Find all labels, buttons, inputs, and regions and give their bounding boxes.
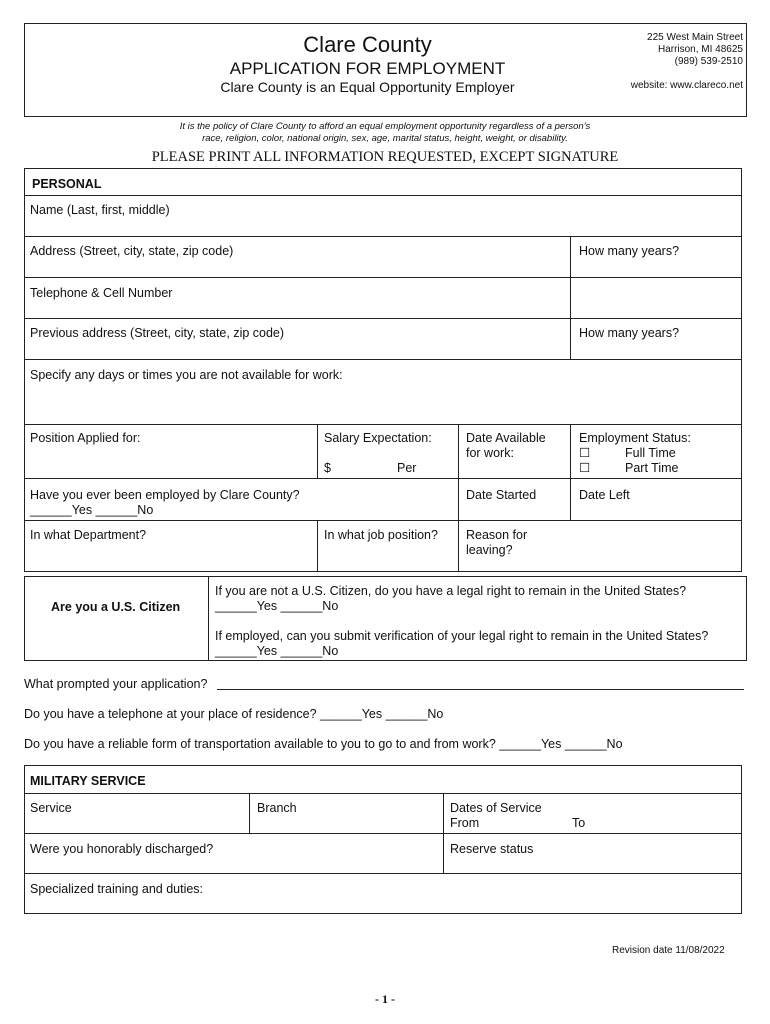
page-number: - 1 - — [375, 992, 395, 1006]
address-field[interactable]: Address (Street, city, state, zip code) — [30, 244, 234, 258]
name-field[interactable]: Name (Last, first, middle) — [30, 203, 170, 217]
county-title: Clare County — [303, 32, 432, 57]
employment-status-label: Employment Status: — [579, 431, 691, 445]
position-field[interactable]: Position Applied for: — [30, 431, 141, 445]
phone: (989) 539-2510 — [674, 56, 743, 67]
prompted-question: What prompted your application? — [24, 677, 208, 691]
service-field[interactable]: Service — [30, 801, 72, 815]
branch-field[interactable]: Branch — [257, 801, 297, 815]
previous-years-field[interactable]: How many years? — [579, 326, 680, 340]
date-left-field[interactable]: Date Left — [579, 488, 630, 502]
legal-right-question: If you are not a U.S. Citizen, do you have a legal right to remain in the United States? — [215, 584, 687, 598]
full-time-label: Full Time — [625, 446, 676, 460]
verification-question: If employed, can you submit verification of your legal right to remain in the United States? — [215, 629, 709, 643]
reason-leaving-label-2: leaving? — [466, 543, 513, 557]
dates-of-service-field[interactable]: Dates of Service — [450, 801, 542, 815]
full-time-checkbox[interactable]: ☐ — [579, 446, 591, 460]
address-line-1: 225 West Main Street — [647, 32, 743, 43]
print-instruction: PLEASE PRINT ALL INFORMATION REQUESTED, EXCEPT SIGNATURE — [151, 149, 619, 165]
training-duties-field[interactable]: Specialized training and duties: — [30, 882, 204, 896]
job-position-field[interactable]: In what job position? — [324, 528, 438, 542]
legal-right-yes-no[interactable]: ______Yes ______No — [215, 599, 339, 613]
previous-address-field[interactable]: Previous address (Street, city, state, zip code) — [30, 326, 285, 340]
part-time-label: Part Time — [625, 461, 679, 475]
transport-question[interactable]: Do you have a reliable form of transportation available to you to go to and from work? ______Yes ______No — [24, 737, 623, 751]
date-available-field[interactable]: Date Available — [466, 431, 546, 445]
personal-heading: PERSONAL — [32, 177, 102, 191]
employed-before-yes-no[interactable]: ______Yes ______No — [30, 503, 154, 517]
date-available-label-2: for work: — [466, 446, 514, 460]
verification-yes-no[interactable]: ______Yes ______No — [215, 644, 339, 658]
salary-per: Per — [397, 461, 417, 475]
prompted-answer-line[interactable] — [217, 689, 744, 690]
eoe-statement: Clare County is an Equal Opportunity Employer — [220, 79, 515, 95]
service-to-label: To — [572, 816, 586, 830]
department-field[interactable]: In what Department? — [30, 528, 147, 542]
website: website: www.clareco.net — [630, 80, 743, 91]
reserve-status-field[interactable]: Reserve status — [450, 842, 534, 856]
form-title: APPLICATION FOR EMPLOYMENT — [229, 59, 506, 78]
honorable-discharge-field[interactable]: Were you honorably discharged? — [30, 842, 214, 856]
address-line-2: Harrison, MI 48625 — [657, 44, 743, 55]
address-years-field[interactable]: How many years? — [579, 244, 680, 258]
us-citizen-question: Are you a U.S. Citizen — [51, 600, 181, 614]
telephone-field[interactable]: Telephone & Cell Number — [30, 286, 173, 300]
telephone-question[interactable]: Do you have a telephone at your place of residence? ______Yes ______No — [24, 707, 444, 721]
salary-field[interactable]: Salary Expectation: — [324, 431, 432, 445]
part-time-checkbox[interactable]: ☐ — [579, 461, 591, 475]
employed-before-question: Have you ever been employed by Clare County? — [30, 488, 300, 502]
reason-leaving-field[interactable]: Reason for — [466, 528, 528, 542]
policy-line-2: race, religion, color, national origin, sex, age, marital status, height, weight, or disability. — [202, 133, 568, 144]
salary-dollar: $ — [324, 461, 331, 475]
availability-field[interactable]: Specify any days or times you are not available for work: — [30, 368, 343, 382]
date-started-field[interactable]: Date Started — [466, 488, 537, 502]
policy-line-1: It is the policy of Clare County to afford an equal employment opportunity regardless of a person's — [179, 121, 591, 132]
service-from-label: From — [450, 816, 480, 830]
revision-date: Revision date 11/08/2022 — [612, 945, 725, 956]
military-heading: MILITARY SERVICE — [30, 774, 146, 788]
